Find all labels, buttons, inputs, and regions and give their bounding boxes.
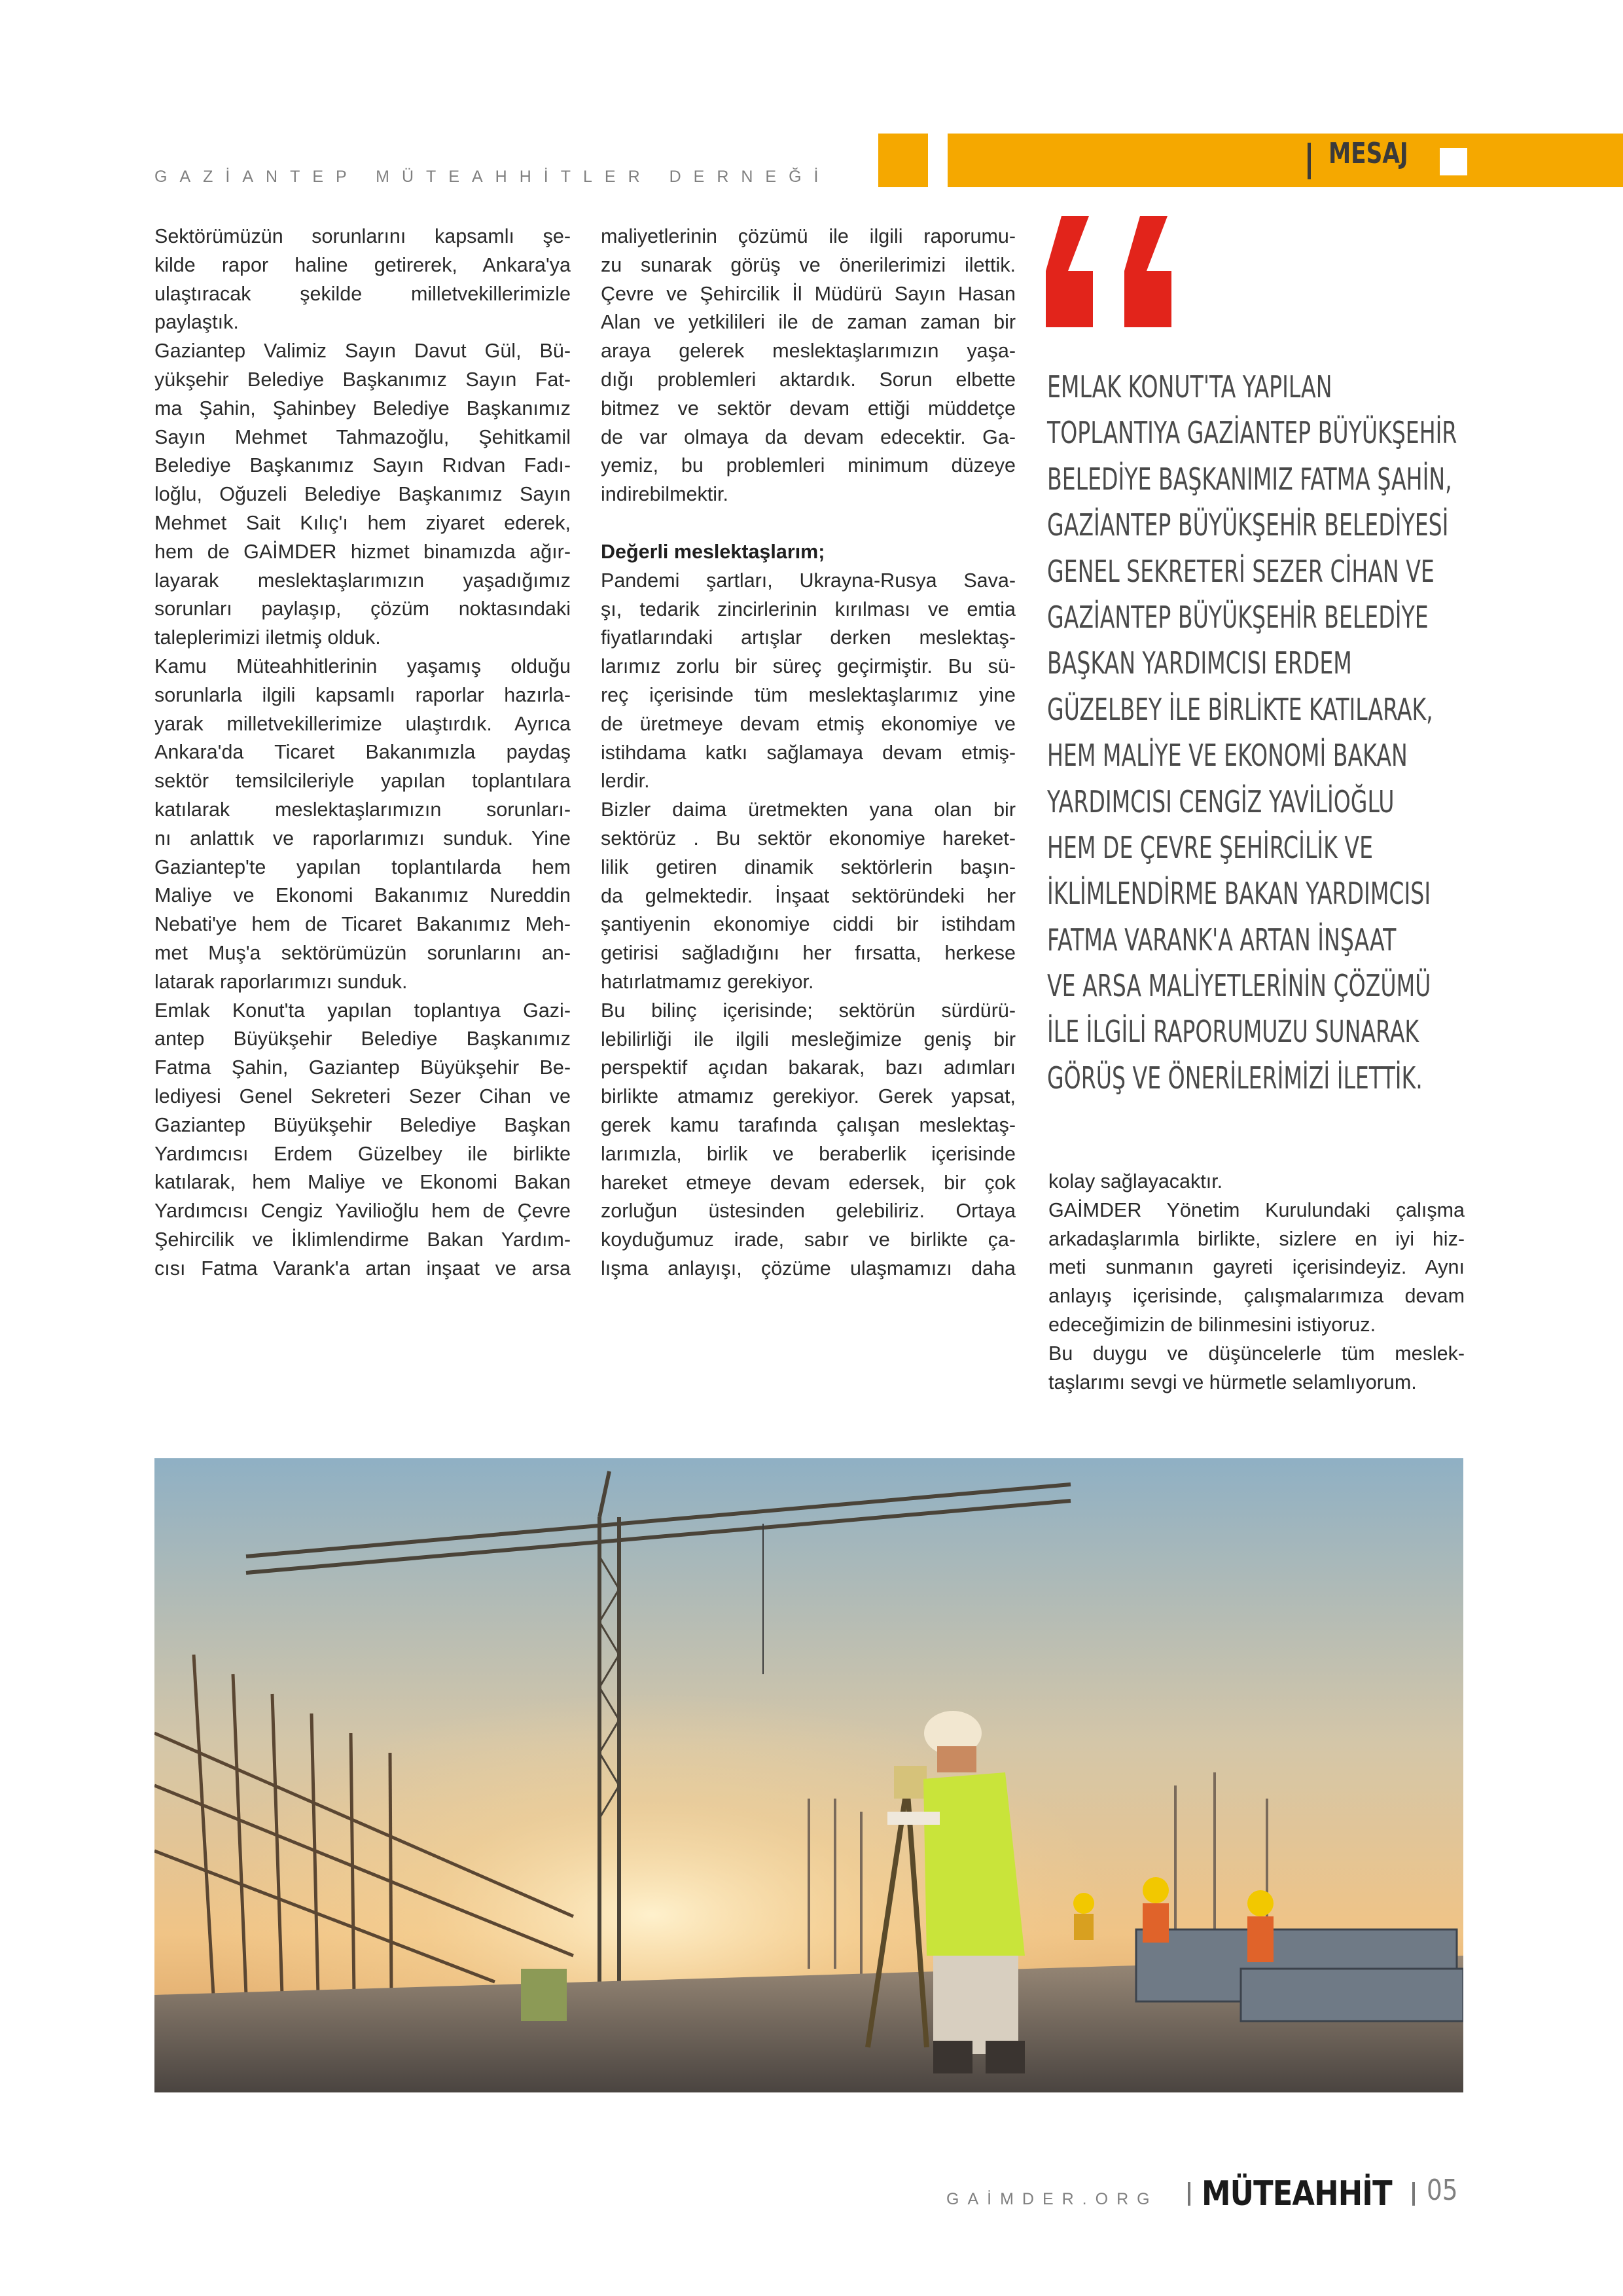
- text-line: taleplerimizi iletmiş olduk.: [154, 626, 381, 649]
- text-line: kolay sağlayacaktır.: [1048, 1170, 1223, 1193]
- text-line: perspektif açıdan bakarak, bazı adımları: [601, 1056, 1016, 1079]
- text-line: Ankara'da Ticaret Bakanımızla paydaş: [154, 741, 571, 764]
- text-line: hem de GAİMDER hizmet binamızda ağır-: [154, 540, 571, 563]
- text-line: latarak raporlarımızı sunduk.: [154, 970, 408, 993]
- pull-quote-line: GÜZELBEY İLE BİRLİKTE KATILARAK,: [1047, 691, 1433, 727]
- text-line: Gaziantep Büyükşehir Belediye Başkan: [154, 1113, 571, 1136]
- text-line: loğlu, Oğuzeli Belediye Başkanımız Sayın: [154, 483, 571, 506]
- text-line: birlikte atmamız gerekiyor. Gerek yapsat,: [601, 1085, 1016, 1108]
- text-line: reç içerisinde tüm meslektaşlarımız yine: [601, 683, 1016, 706]
- text-line: Şehircilik ve İklimlendirme Bakan Yardım-: [154, 1228, 571, 1251]
- text-line: sektörüz . Bu sektör ekonomiye hareket-: [601, 827, 1016, 850]
- text-line: lerdir.: [601, 770, 650, 793]
- text-line: Bizler daima üretmekten yana olan bir: [601, 798, 1016, 821]
- text-line: ma Şahin, Şahinbey Belediye Başkanımız: [154, 397, 571, 420]
- pull-quote-line: İKLİMLENDİRME BAKAN YARDIMCISI: [1047, 876, 1431, 912]
- text-line: Maliye ve Ekonomi Bakanımız Nureddin: [154, 884, 571, 907]
- pull-quote-line: HEM DE ÇEVRE ŞEHİRCİLİK VE: [1047, 829, 1374, 865]
- text-line: dığı problemleri aktardık. Sorun elbette: [601, 368, 1016, 391]
- text-line: zu sunarak görüş ve önerilerimizi ilettik.: [601, 253, 1016, 276]
- text-line: meti sunmanın gayreti içerisindeyiz. Aynı: [1048, 1256, 1465, 1279]
- text-line: cısı Fatma Varank'a artan inşaat ve arsa: [154, 1257, 571, 1280]
- section-square-icon: [1440, 148, 1467, 175]
- pull-quote-line: VE ARSA MALİYETLERİNİN ÇÖZÜMÜ: [1047, 968, 1431, 1004]
- text-line: arkadaşlarımla birlikte, sizlere en iyi hiz-: [1048, 1227, 1465, 1250]
- text-line: Belediye Başkanımız Sayın Rıdvan Fadı-: [154, 454, 571, 477]
- org-name: GAZİANTEP MÜTEAHHİTLER DERNEĞİ: [154, 168, 831, 186]
- text-line: katılarak, hem Maliye ve Ekonomi Bakan: [154, 1171, 571, 1194]
- section-heading: Değerli meslektaşlarım;: [601, 540, 825, 563]
- body-column-1: [154, 223, 571, 1283]
- body-column-3: [1048, 1168, 1465, 1397]
- text-line: Bu bilinç içerisinde; sektörün sürdürü-: [601, 999, 1016, 1022]
- text-line: lediyesi Genel Sekreteri Sezer Cihan ve: [154, 1085, 571, 1107]
- text-line: antep Büyükşehir Belediye Başkanımız: [154, 1028, 571, 1050]
- text-line: lışma anlayışı, çözüme ulaşmamızı daha: [601, 1257, 1016, 1280]
- text-line: Nebati'ye hem de Ticaret Bakanımız Meh-: [154, 913, 571, 936]
- section-divider: [1308, 143, 1311, 179]
- text-line: taşlarımı sevgi ve hürmetle selamlıyorum.: [1048, 1371, 1417, 1393]
- pull-quote-line: TOPLANTIYA GAZİANTEP BÜYÜKŞEHİR: [1047, 415, 1457, 451]
- text-line: lebilirliği ile ilgili mesleğimize geniş bir: [601, 1028, 1016, 1050]
- text-line: getirisi sağladığını her fırsatta, herkese: [601, 942, 1016, 965]
- construction-site-photo: [154, 1458, 1463, 2092]
- text-line: araya gelerek meslektaşlarımızın yaşa-: [601, 340, 1016, 363]
- text-line: paylaştık.: [154, 311, 239, 334]
- text-line: Mehmet Sait Kılıç'ı hem ziyaret ederek,: [154, 511, 571, 534]
- text-line: de var olmaya da devam edecektir. Ga-: [601, 425, 1016, 448]
- text-line: şı, tedarik zincirlerinin kırılması ve emtia: [601, 598, 1016, 620]
- text-line: yarak milletvekillerimize ulaştırdık. Ayrıca: [154, 712, 571, 735]
- text-line: yemiz, bu problemleri minimum düzeye: [601, 454, 1016, 477]
- text-line: maliyetlerinin çözümü ile ilgili raporumu-: [601, 225, 1016, 247]
- text-line: Kamu Müteahhitlerinin yaşamış olduğu: [154, 655, 571, 677]
- text-line: met Muş'a sektörümüzün sorunlarını an-: [154, 941, 571, 964]
- footer-divider: [1412, 2182, 1415, 2206]
- text-line: edeceğimizin de bilinmesini istiyoruz.: [1048, 1313, 1376, 1336]
- text-line: Yardımcısı Erdem Güzelbey ile birlikte: [154, 1142, 571, 1165]
- pull-quote-line: İLE İLGİLİ RAPORUMUZU SUNARAK: [1047, 1014, 1419, 1050]
- text-line: yükşehir Belediye Başkanımız Sayın Fat-: [154, 368, 571, 391]
- pull-quote-line: GÖRÜŞ VE ÖNERİLERİMİZİ İLETTİK.: [1047, 1060, 1423, 1096]
- footer-divider: [1188, 2182, 1190, 2206]
- header-accent-block: [878, 134, 928, 187]
- text-line: sorunları paylaşıp, çözüm noktasındaki: [154, 598, 571, 620]
- text-line: şantiyenin ekonomiye ciddi bir istihdam: [601, 913, 1016, 936]
- text-line: sektör temsilcileriyle yapılan toplantılara: [154, 770, 571, 793]
- magazine-logo: MÜTEAHHİT: [1202, 2174, 1392, 2214]
- pull-quote-line: BELEDİYE BAŞKANIMIZ FATMA ŞAHİN,: [1047, 461, 1452, 497]
- section-title: MESAJ: [1329, 137, 1408, 170]
- text-line: zorluğun üstesinden gelebiliriz. Ortaya: [601, 1200, 1016, 1223]
- pull-quote-line: GENEL SEKRETERİ SEZER CİHAN VE: [1047, 553, 1435, 589]
- text-line: istihdama katkı sağlamaya devam etmiş-: [601, 741, 1016, 764]
- text-line: Sayın Mehmet Tahmazoğlu, Şehitkamil: [154, 425, 571, 448]
- text-line: gerek kamu tarafında çalışan meslektaş-: [601, 1113, 1016, 1136]
- text-line: hareket etmeye devam edersek, bir çok: [601, 1171, 1016, 1194]
- text-line: anlayış içerisinde, çalışmalarımıza devam: [1048, 1285, 1465, 1308]
- text-line: ulaştıracak şekilde milletvekillerimizle: [154, 282, 571, 305]
- text-line: koyduğumuz irade, sabır ve birlikte ça-: [601, 1229, 1016, 1251]
- text-line: Pandemi şartları, Ukrayna-Rusya Sava-: [601, 569, 1016, 592]
- text-line: Gaziantep Valimiz Sayın Davut Gül, Bü-: [154, 340, 571, 363]
- text-line: indirebilmektir.: [601, 483, 728, 506]
- text-line: Bu duygu ve düşüncelerle tüm meslek-: [1048, 1342, 1465, 1365]
- text-line: hatırlatmamız gerekiyor.: [601, 970, 814, 993]
- text-line: Sektörümüzün sorunlarını kapsamlı şe-: [154, 225, 571, 247]
- text-line: larımızla, birlik ve beraberlik içerisinde: [601, 1142, 1016, 1165]
- website-url: GAİMDER.ORG: [946, 2190, 1158, 2208]
- pull-quote-line: EMLAK KONUT'TA YAPILAN: [1047, 369, 1332, 404]
- text-line: Alan ve yetkilileri ile de zaman zaman bir: [601, 311, 1016, 334]
- text-line: Emlak Konut'ta yapılan toplantıya Gazi-: [154, 999, 571, 1022]
- text-line: nı anlattık ve raporlarımızı sunduk. Yine: [154, 827, 571, 850]
- pull-quote-line: GAZİANTEP BÜYÜKŞEHİR BELEDİYESİ: [1047, 507, 1449, 543]
- text-line: bitmez ve sektör devam ettiği müddetçe: [601, 397, 1016, 420]
- text-line: sorunlarla ilgili kapsamlı raporlar hazırla-: [154, 683, 571, 706]
- text-line: kilde rapor haline getirerek, Ankara'ya: [154, 253, 571, 276]
- text-line: Gaziantep'te yapılan toplantılarda hem: [154, 855, 571, 878]
- pull-quote-line: GAZİANTEP BÜYÜKŞEHİR BELEDİYE: [1047, 599, 1429, 635]
- body-column-2: [601, 223, 1016, 1283]
- text-line: layarak meslektaşlarımızın yaşadığımız: [154, 569, 571, 592]
- text-line: GAİMDER Yönetim Kurulundaki çalışma: [1048, 1198, 1465, 1221]
- text-line: fiyatlarındaki artışlar derken meslektaş-: [601, 626, 1016, 649]
- text-line: lilik getiren dinamik sektörlerin başın-: [601, 855, 1016, 878]
- page-number: 05: [1427, 2174, 1458, 2207]
- text-line: Fatma Şahin, Gaziantep Büyükşehir Be-: [154, 1056, 571, 1079]
- quote-mark-icon: [1046, 216, 1177, 327]
- text-line: da gelmektedir. İnşaat sektöründeki her: [601, 884, 1016, 907]
- text-line: de üretmeye devam etmiş ekonomiye ve: [601, 712, 1016, 735]
- pull-quote-line: YARDIMCISI CENGİZ YAVİLİOĞLU: [1047, 783, 1395, 819]
- text-line: Yardımcısı Cengiz Yavilioğlu hem de Çevre: [154, 1200, 571, 1223]
- text-line: larımız zorlu bir süreç geçirmiştir. Bu sü-: [601, 655, 1016, 678]
- pull-quote-line: HEM MALİYE VE EKONOMİ BAKAN: [1047, 738, 1408, 774]
- text-line: katılarak meslektaşlarımızın sorunları-: [154, 798, 571, 821]
- pull-quote-line: FATMA VARANK'A ARTAN İNŞAAT: [1047, 922, 1397, 958]
- pull-quote: [1047, 364, 1457, 1101]
- text-line: Çevre ve Şehircilik İl Müdürü Sayın Hasan: [601, 282, 1016, 305]
- pull-quote-line: BAŞKAN YARDIMCISI ERDEM: [1047, 645, 1352, 681]
- header-accent-bar: [948, 134, 1623, 187]
